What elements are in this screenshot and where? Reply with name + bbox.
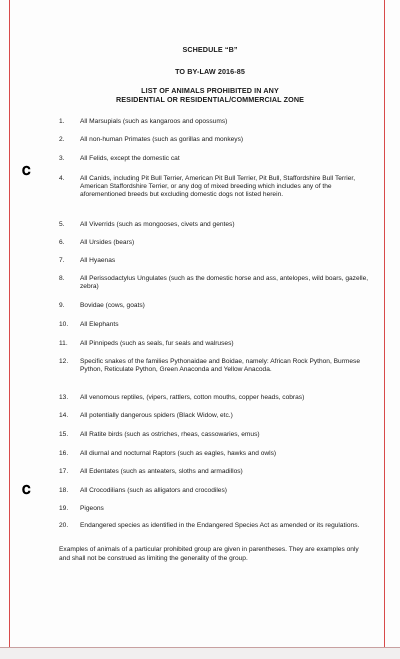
item-text: Specific snakes of the families Pythonaidae and Boidae, namely: African Rock Python, Burmese Python, Reticulate Python, Green Anaconda and Yellow Anacoda. bbox=[80, 358, 361, 373]
item-text: All Crocodilians (such as alligators and crocodiles) bbox=[80, 487, 227, 494]
item-number: 13. bbox=[59, 394, 69, 401]
item-text: All Felids, except the domestic cat bbox=[80, 155, 180, 162]
item-number: 6. bbox=[59, 239, 65, 246]
item-text: All Edentates (such as anteaters, sloths and armadillos) bbox=[80, 468, 243, 475]
item-text: All Pinnipeds (such as seals, fur seals and walruses) bbox=[80, 340, 234, 347]
item-text: All Marsupials (such as kangaroos and opossums) bbox=[80, 118, 228, 125]
list-title-line1: LIST OF ANIMALS PROHIBITED IN ANY bbox=[141, 86, 279, 95]
item-text: All potentially dangerous spiders (Black Widow, etc.) bbox=[80, 412, 233, 419]
left-margin-line bbox=[9, 0, 10, 659]
item-text: All Ratite birds (such as ostriches, rheas, cassowaries, emus) bbox=[80, 431, 260, 438]
item-text: All Elephants bbox=[80, 321, 119, 328]
item-text: Endangered species as identified in the Endangered Species Act as amended or its regulations. bbox=[80, 522, 360, 529]
item-number: 5. bbox=[59, 221, 65, 228]
item-number: 15. bbox=[59, 431, 69, 438]
list-title bbox=[40, 86, 380, 104]
item-number: 17. bbox=[59, 468, 69, 475]
item-text: All venomous reptiles, (vipers, rattlers, cotton mouths, copper heads, cobras) bbox=[80, 394, 305, 401]
item-text: All Hyaenas bbox=[80, 257, 116, 264]
item-number: 2. bbox=[59, 136, 65, 143]
page-bottom-shade bbox=[0, 648, 400, 659]
item-number: 10. bbox=[59, 321, 69, 328]
item-text: All Canids, including Pit Bull Terrier, American Pit Bull Terrier, Pit Bull, Staffordshire Bull Terrier, American Staffordshire Terrier, or any dog of mixed breeding which includes any of the aforementioned breeds but excluding domestic dogs not listed herein. bbox=[80, 175, 356, 198]
item-number: 20. bbox=[59, 522, 69, 529]
item-number: 19. bbox=[59, 505, 69, 512]
item-text: All Ursides (bears) bbox=[80, 239, 135, 246]
item-number: 9. bbox=[59, 302, 65, 309]
item-number: 18. bbox=[59, 487, 69, 494]
footnote-text: Examples of animals of a particular prohibited group are given in parentheses. They are examples only and shall not be construed as limiting the generality of the group. bbox=[59, 546, 359, 562]
item-number: 16. bbox=[59, 450, 69, 457]
item-text: All Viverrids (such as mongooses, civets and gentes) bbox=[80, 221, 235, 228]
item-text: All Perissodactylus Ungulates (such as the domestic horse and ass, antelopes, wild boars, gazelle, zebra) bbox=[80, 275, 369, 290]
right-margin-line bbox=[384, 0, 385, 659]
schedule-heading: SCHEDULE “B” bbox=[182, 45, 238, 54]
binder-hole-icon: 𝐂 bbox=[22, 164, 31, 178]
item-number: 11. bbox=[59, 340, 68, 347]
item-text: All diurnal and nocturnal Raptors (such as eagles, hawks and owls) bbox=[80, 450, 277, 457]
item-number: 14. bbox=[59, 412, 69, 419]
item-number: 12. bbox=[59, 358, 69, 365]
list-title-line2: RESIDENTIAL OR RESIDENTIAL/COMMERCIAL ZONE bbox=[115, 95, 305, 104]
item-number: 3. bbox=[59, 155, 65, 162]
bylaw-heading: TO BY-LAW 2016-85 bbox=[175, 67, 245, 76]
item-text: Bovidae (cows, goats) bbox=[80, 302, 145, 309]
binder-hole-icon: 𝐂 bbox=[22, 483, 31, 497]
item-text: Pigeons bbox=[80, 505, 104, 512]
item-number: 7. bbox=[59, 257, 65, 264]
item-number: 4. bbox=[59, 175, 65, 182]
item-number: 8. bbox=[59, 275, 65, 282]
item-text: All non-human Primates (such as gorillas and monkeys) bbox=[80, 136, 244, 143]
item-number: 1. bbox=[59, 118, 65, 125]
